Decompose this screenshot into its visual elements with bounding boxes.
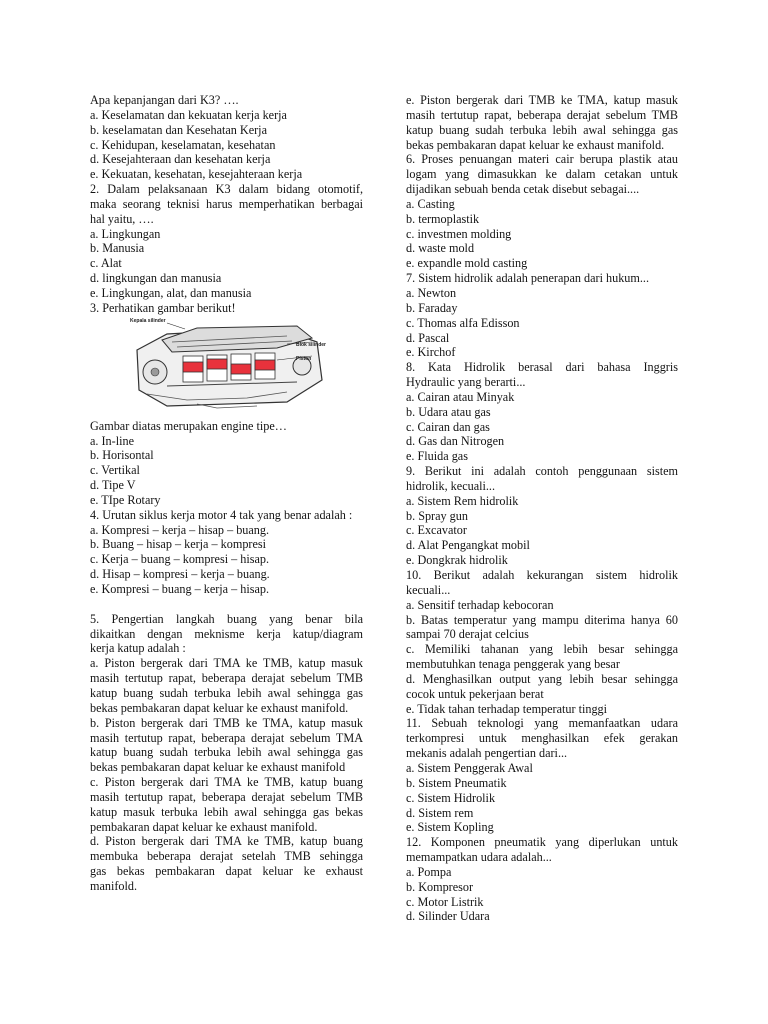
text-line: b. Sistem Pneumatik <box>406 775 507 790</box>
text-line: 3. Perhatikan gambar berikut! <box>90 300 236 315</box>
text-line: e. Kompresi – buang – kerja – hisap. <box>90 581 270 596</box>
text-line <box>90 597 363 612</box>
left-column <box>90 93 363 894</box>
text-line: b. Udara atau gas <box>406 404 491 419</box>
text-line: membutuhkan tenaga penggerak yang besar <box>406 657 620 672</box>
text-line: 6. Proses penuangan materi cair berupa plastik atau <box>406 152 678 167</box>
text-line: d. Pascal <box>406 330 450 345</box>
text-line: a. Keselamatan dan kekuatan kerja kerja <box>90 107 287 122</box>
text-line: b. Batas temperatur yang mampu diterima hanya 60 <box>406 612 678 627</box>
text-line: 11. Sebuah teknologi yang memanfaatkan udara <box>406 716 678 731</box>
text-line: 10. Berikut adalah kekurangan sistem hidrolik <box>406 568 678 582</box>
text-line: e. Sistem Kopling <box>406 820 494 835</box>
text-line: katup buang sudah terbuka lebih awal sehingga gas <box>406 122 678 137</box>
text-line: a. Piston bergerak dari TMA ke TMB, katup masuk <box>90 656 363 671</box>
text-line: b. Manusia <box>90 241 145 256</box>
text-line: dijadikan sebuah benda cetak disebut sebagai.... <box>406 182 640 197</box>
right-column <box>406 93 678 924</box>
text-line: hal yaitu, …. <box>90 211 154 226</box>
text-line: d. Gas dan Nitrogen <box>406 434 505 449</box>
text-line: a. Pompa <box>406 864 452 879</box>
text-line: katup buang sudah terbuka lebih awal sehingga gas <box>90 745 363 760</box>
text-line: e. TIpe Rotary <box>90 492 161 507</box>
text-line: a. Sistem Penggerak Awal <box>406 760 533 775</box>
text-line: gas bekas pembakaran dapat keluar ke exhaust <box>90 864 363 879</box>
text-line: pembakaran dapat keluar ke exhaust manifold. <box>90 819 318 834</box>
text-line: Apa kepanjangan dari K3? …. <box>90 93 239 107</box>
text-line: e. Dongkrak hidrolik <box>406 553 508 568</box>
text-line: c. Thomas alfa Edisson <box>406 315 520 330</box>
text-line: manifold. <box>90 878 138 893</box>
text-line: c. Memiliki tahanan yang lebih besar sehingga <box>406 642 678 657</box>
text-line: c. Cairan dan gas <box>406 419 490 434</box>
text-line: c. Sistem Hidrolik <box>406 790 496 805</box>
text-line: d. Kesejahteraan dan kesehatan kerja <box>90 152 271 167</box>
engine-figure <box>90 317 330 410</box>
label-piston: Piston <box>296 355 312 362</box>
text-line: masih tertutup rapat, beberapa derajat sebelum TMB <box>406 107 678 122</box>
text-line: kerja katup adalah : <box>90 641 186 656</box>
text-line: maka seorang teknisi harus memperhatikan berbagai <box>90 196 363 211</box>
text-line: kecuali... <box>406 582 451 597</box>
text-line: c. investmen molding <box>406 226 512 241</box>
text-line: bekas pembakaran dapat keluar ke exhaust manifold. <box>90 700 349 715</box>
text-line: c. Vertikal <box>90 463 140 478</box>
text-line: 9. Berikut ini adalah contoh penggunaan sistem <box>406 464 678 479</box>
text-line: bekas pembakaran dapat keluar ke exhaust manifold. <box>406 137 665 152</box>
text-line: d. Alat Pengangkat mobil <box>406 538 530 553</box>
text-line: c. Excavator <box>406 523 467 538</box>
text-line: e. expandle mold casting <box>406 256 528 271</box>
label-cylinder-block: Blok silinder <box>296 341 327 348</box>
left-text-block <box>90 93 363 316</box>
text-line: a. Newton <box>406 285 457 300</box>
text-line: masih tertutup rapat, beberapa derajat sebelum TMB <box>90 671 363 686</box>
text-line: c. Piston bergerak dari TMA ke TMB, katup buang <box>90 775 363 790</box>
text-line: masih tertutup rapat, beberapa derajat sebelum TMB <box>90 789 363 804</box>
text-line: e. Lingkungan, alat, dan manusia <box>90 285 252 300</box>
text-line: a. Sensitif terhadap kebocoran <box>406 597 554 612</box>
text-line: a. Sistem Rem hidrolik <box>406 493 519 508</box>
text-line: 12. Komponen pneumatik yang diperlukan untuk <box>406 835 678 850</box>
text-line: a. In-line <box>90 433 134 448</box>
text-line: membuka beberapa derajat setelah TMB sehingga <box>90 849 363 864</box>
text-line: b. Piston bergerak dari TMB ke TMA, katup masuk <box>90 715 363 730</box>
text-line: c. Motor Listrik <box>406 894 484 909</box>
right-text-block <box>406 93 678 924</box>
text-line: mekanis adalah pengertian dari... <box>406 746 568 761</box>
text-line: Hydraulic yang berarti... <box>406 375 526 390</box>
left-text-block-2 <box>90 419 363 894</box>
text-line: b. Horisontal <box>90 448 154 463</box>
text-line: katup masuk terbuka lebih awal sehingga gas bekas <box>90 804 363 819</box>
text-line: c. Kehidupan, keselamatan, kesehatan <box>90 137 276 152</box>
text-line: katup buang sudah terbuka lebih awal sehingga gas <box>90 686 363 700</box>
text-line: c. Alat <box>90 256 122 271</box>
text-line: d. Menghasilkan output yang lebih besar sehingga <box>406 671 678 686</box>
text-line: 8. Kata Hidrolik berasal dari bahasa Inggris <box>406 360 678 375</box>
text-line: 7. Sistem hidrolik adalah penerapan dari hukum... <box>406 271 650 286</box>
text-line: sampai 70 derajat celcius <box>406 627 529 642</box>
text-line: d. Silinder Udara <box>406 909 490 924</box>
text-line: dikaitkan dengan meknisme kerja katup/diagram <box>90 626 363 641</box>
text-line: b. Buang – hisap – kerja – kompresi <box>90 537 267 552</box>
text-line: bekas pembakaran dapat keluar ke exhaust manifold <box>90 760 346 775</box>
text-line: 4. Urutan siklus kerja motor 4 tak yang benar adalah : <box>90 507 353 522</box>
text-line: a. Cairan atau Minyak <box>406 389 515 404</box>
text-line: a. Lingkungan <box>90 226 161 241</box>
text-line: d. Hisap – kompresi – kerja – buang. <box>90 567 270 582</box>
text-line: d. Sistem rem <box>406 805 474 820</box>
text-line: e. Kirchof <box>406 345 456 360</box>
text-line: masih tertutup rapat, beberapa derajat sebelum TMA <box>90 730 363 745</box>
text-line: e. Tidak tahan terhadap temperatur tinggi <box>406 701 608 716</box>
text-line: a. Casting <box>406 196 455 211</box>
text-line: logam yang dimasukkan ke dalam cetakan untuk <box>406 167 678 182</box>
text-line: e. Kekuatan, kesehatan, kesejahteraan kerja <box>90 167 303 182</box>
text-line: hidrolik, kecuali... <box>406 478 496 493</box>
text-line: b. Faraday <box>406 300 458 315</box>
text-line: d. Tipe V <box>90 478 136 493</box>
text-line: b. termoplastik <box>406 211 480 226</box>
text-line: 2. Dalam pelaksanaan K3 dalam bidang otomotif, <box>90 182 363 197</box>
text-line: c. Kerja – buang – kompresi – hisap. <box>90 552 270 567</box>
text-line: e. Piston bergerak dari TMB ke TMA, katup masuk <box>406 93 678 107</box>
text-line: d. lingkungan dan manusia <box>90 271 222 286</box>
text-line: e. Fluida gas <box>406 449 468 464</box>
label-cylinder-head: Kepala silinder <box>130 317 166 324</box>
text-line: b. Spray gun <box>406 508 468 523</box>
text-line: Gambar diatas merupakan engine tipe… <box>90 418 287 433</box>
text-line: memampatkan udara adalah... <box>406 850 552 865</box>
text-line: a. Kompresi – kerja – hisap – buang. <box>90 522 270 537</box>
text-line: terkompresi untuk menghasilkan efek gerakan <box>406 731 678 746</box>
text-line: d. waste mold <box>406 241 475 256</box>
text-line: cocok untuk pekerjaan berat <box>406 686 544 701</box>
text-line: b. keselamatan dan Kesehatan Kerja <box>90 122 267 137</box>
text-line: d. Piston bergerak dari TMA ke TMB, katup buang <box>90 834 363 849</box>
text-line: 5. Pengertian langkah buang yang benar bila <box>90 611 363 626</box>
text-line: b. Kompresor <box>406 879 474 894</box>
